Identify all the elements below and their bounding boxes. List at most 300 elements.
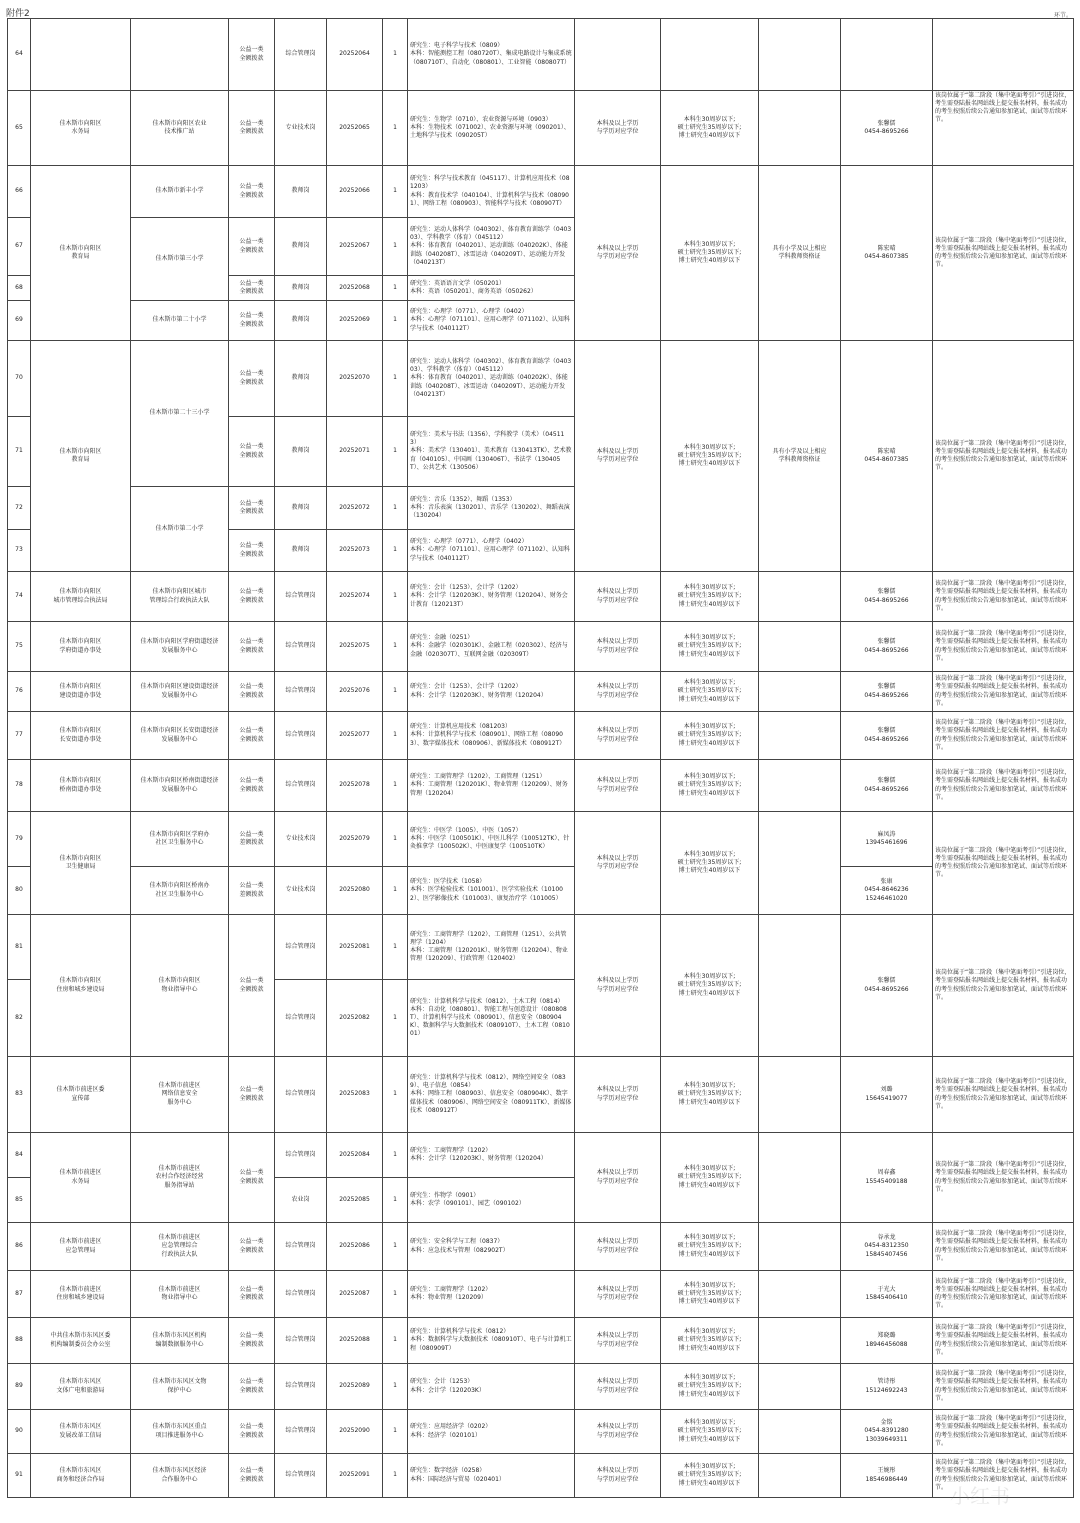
contact: 张馨儒 0454-8695266 [841, 915, 933, 1057]
post-code: 20252076 [327, 672, 383, 712]
contact: 张馨儒 0454-8695266 [841, 91, 933, 166]
row-number: 91 [8, 1454, 31, 1498]
note: 该岗位属于“第二阶段（集中笔面考引）”引进岗位，考生需登陆报名网站线上提交报名材料，报名成功的考生按照后续公告通知参加笔试、面试等后续环节。 [933, 166, 1074, 341]
dept-name: 佳木斯市向阳区 教育局 [31, 166, 131, 341]
education-requirement: 本科及以上学历 与学历对应学位 [575, 1454, 661, 1498]
funding-type: 公益一类 全额拨款 [229, 530, 275, 572]
contact-cell [841, 19, 933, 91]
major-requirement: 研究生：科学与技术教育（045117）、计算机应用技术（081203） 本科：教育技术学（040104）、计算机科学与技术（080901）、网络工程（080903）、智能科学与技术（080907T） [408, 166, 575, 218]
education-requirement: 本科及以上学历 与学历对应学位 [575, 760, 661, 812]
funding-type: 公益一类 全额拨款 [229, 1318, 275, 1364]
dept-name: 佳木斯市前进区 应急管理局 [31, 1223, 131, 1271]
row-number: 79 [8, 812, 31, 867]
education-requirement: 本科及以上学历 与学历对应学位 [575, 166, 661, 341]
major-requirement: 研究生：音乐（1352）、舞蹈（1353） 本科：音乐表演（130201）、音乐学（130202）、舞蹈表演（130204） [408, 487, 575, 530]
headcount: 1 [383, 1410, 408, 1454]
contact: 管诗彤 15124692243 [841, 1364, 933, 1410]
funding-type: 公益一类 全额拨款 [229, 1410, 275, 1454]
post-code: 20252067 [327, 218, 383, 276]
row-number: 87 [8, 1271, 31, 1318]
row-number: 71 [8, 417, 31, 487]
funding-type: 公益一类 差额拨款 [229, 812, 275, 867]
contact: 张馨儒 0454-8695266 [841, 572, 933, 622]
row-number: 85 [8, 1178, 31, 1223]
post-type: 农业岗 [275, 1178, 327, 1223]
contact: 张康 0454-8646236 15246461020 [841, 867, 933, 915]
teacher-certificate: 具有小学及以上相应 学科教师资格证 [759, 341, 841, 572]
dept-name: 佳木斯市向阳区 卫生健康局 [31, 812, 131, 915]
post-code: 20252081 [327, 915, 383, 980]
table-row [8, 915, 1074, 980]
contact: 郑晓璐 18946456088 [841, 1318, 933, 1364]
watermark: 小红书 [950, 1484, 1010, 1508]
post-type: 综合管理岗 [275, 980, 327, 1057]
funding-type: 公益一类 全额拨款 [229, 915, 275, 1057]
age-requirement: 本科生30周岁以下; 硕士研究生35周岁以下; 博士研究生40周岁以下 [661, 1318, 759, 1364]
row-number: 64 [8, 19, 31, 91]
education-requirement: 本科及以上学历 与学历对应学位 [575, 1271, 661, 1318]
post-type: 专业技术岗 [275, 91, 327, 166]
funding-type: 公益一类 全额拨款 [229, 1364, 275, 1410]
post-code: 20252088 [327, 1318, 383, 1364]
age-requirement: 本科生30周岁以下; 硕士研究生35周岁以下; 博士研究生40周岁以下 [661, 1223, 759, 1271]
post-code: 20252071 [327, 417, 383, 487]
major-requirement: 研究生：工商管理学（1202） 本科：会计学（120203K）、财务管理（120204） [408, 1133, 575, 1178]
other-cell [759, 91, 841, 166]
headcount: 1 [383, 487, 408, 530]
headcount: 1 [383, 301, 408, 341]
post-code: 20252083 [327, 1057, 383, 1133]
table-row [8, 867, 1074, 915]
contact: 陈宏晴 0454-8607385 [841, 341, 933, 572]
table-row [8, 341, 1074, 417]
headcount: 1 [383, 19, 408, 91]
funding-type: 公益一类 全额拨款 [229, 1133, 275, 1223]
post-code: 20252064 [327, 19, 383, 91]
major-requirement: 研究生：电子科学与技术（0809） 本科：智能测控工程（080720T）、集成电路设计与集成系统（080710T）、自动化（080801）、工业智能（080807T） [408, 19, 575, 91]
funding-type: 公益一类 全额拨款 [229, 19, 275, 91]
major-requirement: 研究生：数字经济（0258） 本科：国际经济与贸易（020401） [408, 1454, 575, 1498]
headcount: 1 [383, 572, 408, 622]
note: 该岗位属于“第二阶段（集中笔面考引）”引进岗位，考生需登陆报名网站线上提交报名材料，报名成功的考生按照后续公告通知参加笔试、面试等后续环节。 [933, 622, 1074, 672]
major-requirement: 研究生：计算机科学与技术（0812）、网络空间安全（0839）、电子信息（0854） 本科：网络工程（080903）、信息安全（080904K）、数字媒体技术（080906）、网络空间安全（080911TK）、新媒体技术（080912T） [408, 1057, 575, 1133]
headcount: 1 [383, 980, 408, 1057]
dept-name: 佳木斯市东风区 发展改革工信局 [31, 1410, 131, 1454]
contact: 麻凤涛 13945461696 [841, 812, 933, 867]
major-requirement: 研究生：会计（1253） 本科：会计学（120203K） [408, 1364, 575, 1410]
major-requirement: 研究生：应用经济学（0202） 本科：经济学（020101） [408, 1410, 575, 1454]
note: 该岗位属于“第二阶段（集中笔面考引）”引进岗位，考生需登陆报名网站线上提交报名材料，报名成功的考生按照后续公告通知参加笔试、面试等后续环节。 [933, 1223, 1074, 1271]
age-requirement: 本科生30周岁以下; 硕士研究生35周岁以下; 博士研究生40周岁以下 [661, 915, 759, 1057]
table-row [8, 812, 1074, 867]
contact: 张馨儒 0454-8695266 [841, 672, 933, 712]
other-cell [759, 19, 841, 91]
row-number: 75 [8, 622, 31, 672]
funding-type: 公益一类 全额拨款 [229, 1454, 275, 1498]
unit-name: 佳木斯市向阳区农业 技术推广站 [131, 91, 229, 166]
headcount: 1 [383, 1223, 408, 1271]
headcount: 1 [383, 867, 408, 915]
headcount: 1 [383, 276, 408, 301]
headcount: 1 [383, 1454, 408, 1498]
post-code: 20252077 [327, 712, 383, 760]
major-requirement: 研究生：会计（1253）、会计学（1202） 本科：会计学（120203K）、财务管理（120204）、财务会计教育（120213T） [408, 572, 575, 622]
other-cell [759, 1057, 841, 1133]
contact: 张馨儒 0454-8695266 [841, 712, 933, 760]
row-number: 90 [8, 1410, 31, 1454]
unit-cell [131, 19, 229, 91]
post-type: 综合管理岗 [275, 1364, 327, 1410]
post-type: 综合管理岗 [275, 1318, 327, 1364]
funding-type: 公益一类 全额拨款 [229, 341, 275, 417]
note: 该岗位属于“第二阶段（集中笔面考引）”引进岗位，考生需登陆报名网站线上提交报名材料，报名成功的考生按照后续公告通知参加笔试、面试等后续环节。 [933, 1133, 1074, 1223]
table-row [8, 1057, 1074, 1133]
post-code: 20252073 [327, 530, 383, 572]
other-cell [759, 712, 841, 760]
post-type: 综合管理岗 [275, 572, 327, 622]
contact: 周春鑫 15545409188 [841, 1133, 933, 1223]
headcount: 1 [383, 672, 408, 712]
major-requirement: 研究生：安全科学与工程（0837） 本科：应急技术与管理（082902T） [408, 1223, 575, 1271]
headcount: 1 [383, 1133, 408, 1178]
dept-name: 佳木斯市前进区委 宣传部 [31, 1057, 131, 1133]
unit-name: 佳木斯市向阳区学府办 社区卫生服务中心 [131, 812, 229, 867]
headcount: 1 [383, 91, 408, 166]
post-type: 综合管理岗 [275, 1223, 327, 1271]
table-row [8, 760, 1074, 812]
age-requirement: 本科生30周岁以下; 硕士研究生35周岁以下; 博士研究生40周岁以下 [661, 1057, 759, 1133]
row-number: 67 [8, 218, 31, 276]
row-number: 68 [8, 276, 31, 301]
dept-name: 佳木斯市向阳区 桥南街道办事处 [31, 760, 131, 812]
unit-name: 佳木斯市前进区 物业指导中心 [131, 1271, 229, 1318]
table-row [8, 672, 1074, 712]
age-requirement: 本科生30周岁以下; 硕士研究生35周岁以下; 博士研究生40周岁以下 [661, 1271, 759, 1318]
dept-name: 佳木斯市东风区 商务和经济合作局 [31, 1454, 131, 1498]
other-cell [759, 1364, 841, 1410]
post-type: 综合管理岗 [275, 19, 327, 91]
table-row [8, 1133, 1074, 1178]
note: 该岗位属于“第二阶段（集中笔面考引）”引进岗位，考生需登陆报名网站线上提交报名材料，报名成功的考生按照后续公告通知参加笔试、面试等后续环节。 [933, 1410, 1074, 1454]
contact: 王婉彤 18546986449 [841, 1454, 933, 1498]
education-requirement: 本科及以上学历 与学历对应学位 [575, 91, 661, 166]
education-requirement: 本科及以上学历 与学历对应学位 [575, 572, 661, 622]
post-code: 20252079 [327, 812, 383, 867]
headcount: 1 [383, 760, 408, 812]
post-type: 综合管理岗 [275, 712, 327, 760]
unit-name: 佳木斯市第二十三小学 [131, 341, 229, 487]
unit-name: 佳木斯市向阳区建设街道经济 发展服务中心 [131, 672, 229, 712]
note: 该岗位属于“第二阶段（集中笔面考引）”引进岗位，考生需登陆报名网站线上提交报名材料，报名成功的考生按照后续公告通知参加笔试、面试等后续环节。 [933, 341, 1074, 572]
headcount: 1 [383, 622, 408, 672]
note: 该岗位属于“第二阶段（集中笔面考引）”引进岗位，考生需登陆报名网站线上提交报名材料，报名成功的考生按照后续公告通知参加笔试、面试等后续环节。 [933, 915, 1074, 1057]
post-code: 20252084 [327, 1133, 383, 1178]
major-requirement: 研究生：工商管理学（1202）、工商管理（1251） 本科：工商管理（120201K）、物业管理（120209）、财务管理（120204） [408, 760, 575, 812]
post-type: 综合管理岗 [275, 672, 327, 712]
funding-type: 公益一类 全额拨款 [229, 1223, 275, 1271]
dept-name: 佳木斯市向阳区 水务局 [31, 91, 131, 166]
contact: 陈宏晴 0454-8607385 [841, 166, 933, 341]
row-number: 72 [8, 487, 31, 530]
age-requirement: 本科生30周岁以下; 硕士研究生35周岁以下; 博士研究生40周岁以下 [661, 712, 759, 760]
dept-name: 中共佳木斯市东风区委 机构编制委员会办公室 [31, 1318, 131, 1364]
table-row [8, 91, 1074, 166]
row-number: 66 [8, 166, 31, 218]
unit-name: 佳木斯市向阳区长安街道经济 发展服务中心 [131, 712, 229, 760]
post-code: 20252070 [327, 341, 383, 417]
row-number: 69 [8, 301, 31, 341]
contact: 谷承龙 0454-8312350 15845407456 [841, 1223, 933, 1271]
row-number: 74 [8, 572, 31, 622]
post-code: 20252080 [327, 867, 383, 915]
unit-name: 佳木斯市第二小学 [131, 487, 229, 572]
other-cell [759, 915, 841, 1057]
funding-type: 公益一类 全额拨款 [229, 276, 275, 301]
age-requirement: 本科生30周岁以下; 硕士研究生35周岁以下; 博士研究生40周岁以下 [661, 1454, 759, 1498]
age-cell [661, 19, 759, 91]
dept-name: 佳木斯市前进区 住房和城乡建设局 [31, 1271, 131, 1318]
major-requirement: 研究生：英语语言文学（050201） 本科：英语（050201）、商务英语（050262） [408, 276, 575, 301]
major-requirement: 研究生：运动人体科学（040302）、体育教育训练学（040303）、学科教学（体育）（045112） 本科：体育教育（040201）、运动训练（040202K）、体能训练（040208T）、冰雪运动（040209T）、运动能力开发（040213T） [408, 341, 575, 417]
note: 该岗位属于“第二阶段（集中笔面考引）”引进岗位，考生需登陆报名网站线上提交报名材料，报名成功的考生按照后续公告通知参加笔试、面试等后续环节。 [933, 1318, 1074, 1364]
age-requirement: 本科生30周岁以下; 硕士研究生35周岁以下; 博士研究生40周岁以下 [661, 341, 759, 572]
post-type: 综合管理岗 [275, 1410, 327, 1454]
post-code: 20252075 [327, 622, 383, 672]
headcount: 1 [383, 712, 408, 760]
table-row [8, 19, 1074, 91]
row-number: 76 [8, 672, 31, 712]
edu-cell [575, 19, 661, 91]
headcount: 1 [383, 1318, 408, 1364]
note: 该岗位属于“第二阶段（集中笔面考引）”引进岗位，考生需登陆报名网站线上提交报名材料，报名成功的考生按照后续公告通知参加笔试、面试等后续环节。 [933, 572, 1074, 622]
post-type: 综合管理岗 [275, 1271, 327, 1318]
post-code: 20252065 [327, 91, 383, 166]
headcount: 1 [383, 1057, 408, 1133]
dept-name: 佳木斯市向阳区 学府街道办事处 [31, 622, 131, 672]
dept-cell [31, 19, 131, 91]
row-number: 65 [8, 91, 31, 166]
post-code: 20252087 [327, 1271, 383, 1318]
funding-type: 公益一类 全额拨款 [229, 1271, 275, 1318]
major-requirement: 研究生：美术与书法（1356）、学科教学（美术）（045113） 本科：美术学（130401）、美术教育（130413TK）、艺术教育（040105）、中国画（130406T）、书法学（130405T）、公共艺术（130506） [408, 417, 575, 487]
major-requirement: 研究生：中医学（1005）、中医（1057） 本科：中医学（100501K）、中医儿科学（100512TK）、针灸推拿学（100502K）、中医康复学（100510TK） [408, 812, 575, 867]
post-code: 20252069 [327, 301, 383, 341]
unit-name: 佳木斯市东风区经济 合作服务中心 [131, 1454, 229, 1498]
major-requirement: 研究生：工商管理学（1202）、工商管理（1251）、公共管理学（1204） 本科：工商管理（120201K）、财务管理（120204）、物业管理（120209）、行政管理（120402） [408, 915, 575, 980]
row-number: 83 [8, 1057, 31, 1133]
unit-name: 佳木斯市第三小学 [131, 218, 229, 301]
major-requirement: 研究生：会计（1253）、会计学（1202） 本科：会计学（120203K）、财务管理（120204） [408, 672, 575, 712]
row-number: 88 [8, 1318, 31, 1364]
row-number: 89 [8, 1364, 31, 1410]
other-cell [759, 672, 841, 712]
other-cell [759, 1454, 841, 1498]
unit-name: 佳木斯市前进区 农村合作经济经营 服务指导站 [131, 1133, 229, 1223]
headcount: 1 [383, 1364, 408, 1410]
age-requirement: 本科生30周岁以下; 硕士研究生35周岁以下; 博士研究生40周岁以下 [661, 622, 759, 672]
education-requirement: 本科及以上学历 与学历对应学位 [575, 1318, 661, 1364]
headcount: 1 [383, 341, 408, 417]
education-requirement: 本科及以上学历 与学历对应学位 [575, 1364, 661, 1410]
dept-name: 佳木斯市东风区 文体广电和旅游局 [31, 1364, 131, 1410]
education-requirement: 本科及以上学历 与学历对应学位 [575, 1057, 661, 1133]
contact: 金铭 0454-8391280 13039649311 [841, 1410, 933, 1454]
age-requirement: 本科生30周岁以下; 硕士研究生35周岁以下; 博士研究生40周岁以下 [661, 812, 759, 915]
note: 该岗位属于“第二阶段（集中笔面考引）”引进岗位，考生需登陆报名网站线上提交报名材料，报名成功的考生按照后续公告通知参加笔试、面试等后续环节。 [933, 712, 1074, 760]
major-requirement: 研究生：运动人体科学（040302）、体育教育训练学（040303）、学科教学（体育）（045112） 本科：体育教育（040201）、运动训练（040202K）、体能训练（040208T）、冰雪运动（040209T）、运动能力开发（040213T） [408, 218, 575, 276]
major-requirement: 研究生：金融（0251） 本科：金融学（020301K）、金融工程（020302）、经济与金融（020307T）、互联网金融（020309T） [408, 622, 575, 672]
dept-name: 佳木斯市向阳区 教育局 [31, 341, 131, 572]
headcount: 1 [383, 530, 408, 572]
funding-type: 公益一类 全额拨款 [229, 712, 275, 760]
headcount: 1 [383, 1178, 408, 1223]
post-code: 20252089 [327, 1364, 383, 1410]
corner-note: 环节。 [1053, 12, 1072, 19]
table-row [8, 1364, 1074, 1410]
major-requirement: 研究生：计算机科学与技术（0812）、土木工程（0814） 本科：自动化（080801）、智能工程与创意设计（080808T）、计算机科学与技术（080901）、信息安全（080904K）、数据科学与大数据技术（080910T）、土木工程（081001） [408, 980, 575, 1057]
table-row [8, 1318, 1074, 1364]
table-row [8, 572, 1074, 622]
post-code: 20252066 [327, 166, 383, 218]
post-code: 20252078 [327, 760, 383, 812]
post-type: 教师岗 [275, 218, 327, 276]
note-cell [933, 19, 1074, 91]
age-requirement: 本科生30周岁以下; 硕士研究生35周岁以下; 博士研究生40周岁以下 [661, 166, 759, 341]
note: 该岗位属于“第二阶段（集中笔面考引）”引进岗位，考生需登陆报名网站线上提交报名材料，报名成功的考生按照后续公告通知参加笔试、面试等后续环节。 [933, 760, 1074, 812]
row-number: 82 [8, 980, 31, 1057]
unit-name: 佳木斯市东风区文物 保护中心 [131, 1364, 229, 1410]
education-requirement: 本科及以上学历 与学历对应学位 [575, 341, 661, 572]
post-code: 20252090 [327, 1410, 383, 1454]
unit-name: 佳木斯市向阳区桥南街道经济 发展服务中心 [131, 760, 229, 812]
other-cell [759, 1318, 841, 1364]
row-number: 86 [8, 1223, 31, 1271]
education-requirement: 本科及以上学历 与学历对应学位 [575, 1410, 661, 1454]
education-requirement: 本科及以上学历 与学历对应学位 [575, 812, 661, 915]
headcount: 1 [383, 1271, 408, 1318]
major-requirement: 研究生：计算机科学与技术（0812） 本科：数据科学与大数据技术（080910T）、电子与计算机工程（080909T） [408, 1318, 575, 1364]
unit-name: 佳木斯市第二十小学 [131, 301, 229, 341]
contact: 于光大 15845406410 [841, 1271, 933, 1318]
education-requirement: 本科及以上学历 与学历对应学位 [575, 712, 661, 760]
major-requirement: 研究生：工商管理学（1202） 本科：物业管理（120209） [408, 1271, 575, 1318]
headcount: 1 [383, 915, 408, 980]
age-requirement: 本科生30周岁以下; 硕士研究生35周岁以下; 博士研究生40周岁以下 [661, 1364, 759, 1410]
funding-type: 公益一类 全额拨款 [229, 166, 275, 218]
age-requirement: 本科生30周岁以下; 硕士研究生35周岁以下; 博士研究生40周岁以下 [661, 672, 759, 712]
post-type: 教师岗 [275, 417, 327, 487]
funding-type: 公益一类 全额拨款 [229, 572, 275, 622]
document-label: 附件2 [6, 9, 30, 19]
unit-name: 佳木斯市新丰小学 [131, 166, 229, 218]
note: 该岗位属于“第二阶段（集中笔面考引）”引进岗位，考生需登陆报名网站线上提交报名材料，报名成功的考生按照后续公告通知参加笔试、面试等后续环节。 [933, 1364, 1074, 1410]
age-requirement: 本科生30周岁以下; 硕士研究生35周岁以下; 博士研究生40周岁以下 [661, 1133, 759, 1223]
post-type: 专业技术岗 [275, 867, 327, 915]
funding-type: 公益一类 差额拨款 [229, 867, 275, 915]
table-row [8, 712, 1074, 760]
other-cell [759, 572, 841, 622]
other-cell [759, 622, 841, 672]
headcount: 1 [383, 417, 408, 487]
funding-type: 公益一类 全额拨款 [229, 1057, 275, 1133]
major-requirement: 研究生：心理学（0771）、心理学（0402） 本科：心理学（071101）、应用心理学（071102）、认知科学与技术（040112T） [408, 530, 575, 572]
contact: 张馨儒 0454-8695266 [841, 760, 933, 812]
headcount: 1 [383, 166, 408, 218]
post-type: 教师岗 [275, 341, 327, 417]
unit-name: 佳木斯市向阳区 物业指导中心 [131, 915, 229, 1057]
funding-type: 公益一类 全额拨款 [229, 622, 275, 672]
other-cell [759, 1133, 841, 1223]
table-row [8, 166, 1074, 218]
funding-type: 公益一类 全额拨款 [229, 487, 275, 530]
contact: 张馨儒 0454-8695266 [841, 622, 933, 672]
unit-name: 佳木斯市前进区 应急管理综合 行政执法大队 [131, 1223, 229, 1271]
table-row [8, 622, 1074, 672]
unit-name: 佳木斯市向阳区桥南办 社区卫生服务中心 [131, 867, 229, 915]
major-requirement: 研究生：心理学（0771）、心理学（0402） 本科：心理学（071101）、应用心理学（071102）、认知科学与技术（040112T） [408, 301, 575, 341]
other-cell [759, 1271, 841, 1318]
post-type: 教师岗 [275, 166, 327, 218]
age-requirement: 本科生30周岁以下; 硕士研究生35周岁以下; 博士研究生40周岁以下 [661, 1410, 759, 1454]
post-type: 专业技术岗 [275, 812, 327, 867]
row-number: 84 [8, 1133, 31, 1178]
dept-name: 佳木斯市向阳区 城市管理综合执法局 [31, 572, 131, 622]
funding-type: 公益一类 全额拨款 [229, 417, 275, 487]
post-code: 20252068 [327, 276, 383, 301]
other-cell [759, 1410, 841, 1454]
row-number: 73 [8, 530, 31, 572]
post-type: 综合管理岗 [275, 1454, 327, 1498]
post-code: 20252072 [327, 487, 383, 530]
post-type: 教师岗 [275, 487, 327, 530]
post-code: 20252085 [327, 1178, 383, 1223]
table-row [8, 1454, 1074, 1498]
row-number: 78 [8, 760, 31, 812]
post-type: 教师岗 [275, 276, 327, 301]
note: 该岗位属于“第二阶段（集中笔面考引）”引进岗位，考生需登陆报名网站线上提交报名材料，报名成功的考生按照后续公告通知参加笔试、面试等后续环节。 [933, 812, 1074, 915]
unit-name: 佳木斯市向阳区学府街道经济 发展服务中心 [131, 622, 229, 672]
table-row [8, 1223, 1074, 1271]
note: 该岗位属于“第二阶段（集中笔面考引）”引进岗位，考生需登陆报名网站线上提交报名材料，报名成功的考生按照后续公告通知参加笔试、面试等后续环节。 [933, 672, 1074, 712]
headcount: 1 [383, 812, 408, 867]
unit-name: 佳木斯市向阳区城市 管理综合行政执法大队 [131, 572, 229, 622]
note: 该岗位属于“第二阶段（集中笔面考引）”引进岗位，考生需登陆报名网站线上提交报名材料，报名成功的考生按照后续公告通知参加笔试、面试等后续环节。 [933, 1271, 1074, 1318]
age-requirement: 本科生30周岁以下; 硕士研究生35周岁以下; 博士研究生40周岁以下 [661, 760, 759, 812]
dept-name: 佳木斯市向阳区 住房和城乡建设局 [31, 915, 131, 1057]
headcount: 1 [383, 218, 408, 276]
other-cell [759, 1223, 841, 1271]
note: 该岗位属于“第二阶段（集中笔面考引）”引进岗位，考生需登陆报名网站线上提交报名材料，报名成功的考生按照后续公告通知参加笔试、面试等后续环节。 [933, 1057, 1074, 1133]
education-requirement: 本科及以上学历 与学历对应学位 [575, 1223, 661, 1271]
unit-name: 佳木斯市东风区机构 编制数据服务中心 [131, 1318, 229, 1364]
funding-type: 公益一类 全额拨款 [229, 760, 275, 812]
education-requirement: 本科及以上学历 与学历对应学位 [575, 672, 661, 712]
post-type: 综合管理岗 [275, 622, 327, 672]
post-code: 20252086 [327, 1223, 383, 1271]
funding-type: 公益一类 全额拨款 [229, 91, 275, 166]
post-type: 综合管理岗 [275, 760, 327, 812]
post-code: 20252082 [327, 980, 383, 1057]
table-row [8, 1271, 1074, 1318]
post-type: 教师岗 [275, 530, 327, 572]
post-type: 综合管理岗 [275, 915, 327, 980]
other-cell [759, 760, 841, 812]
post-code: 20252091 [327, 1454, 383, 1498]
row-number: 70 [8, 341, 31, 417]
post-type: 综合管理岗 [275, 1057, 327, 1133]
contact: 刘璐 15645419077 [841, 1057, 933, 1133]
major-requirement: 研究生：生物学（0710）、农业资源与环境（0903） 本科：生物技术（071002）、农业资源与环境（090201）、土地科学与技术（090205T） [408, 91, 575, 166]
